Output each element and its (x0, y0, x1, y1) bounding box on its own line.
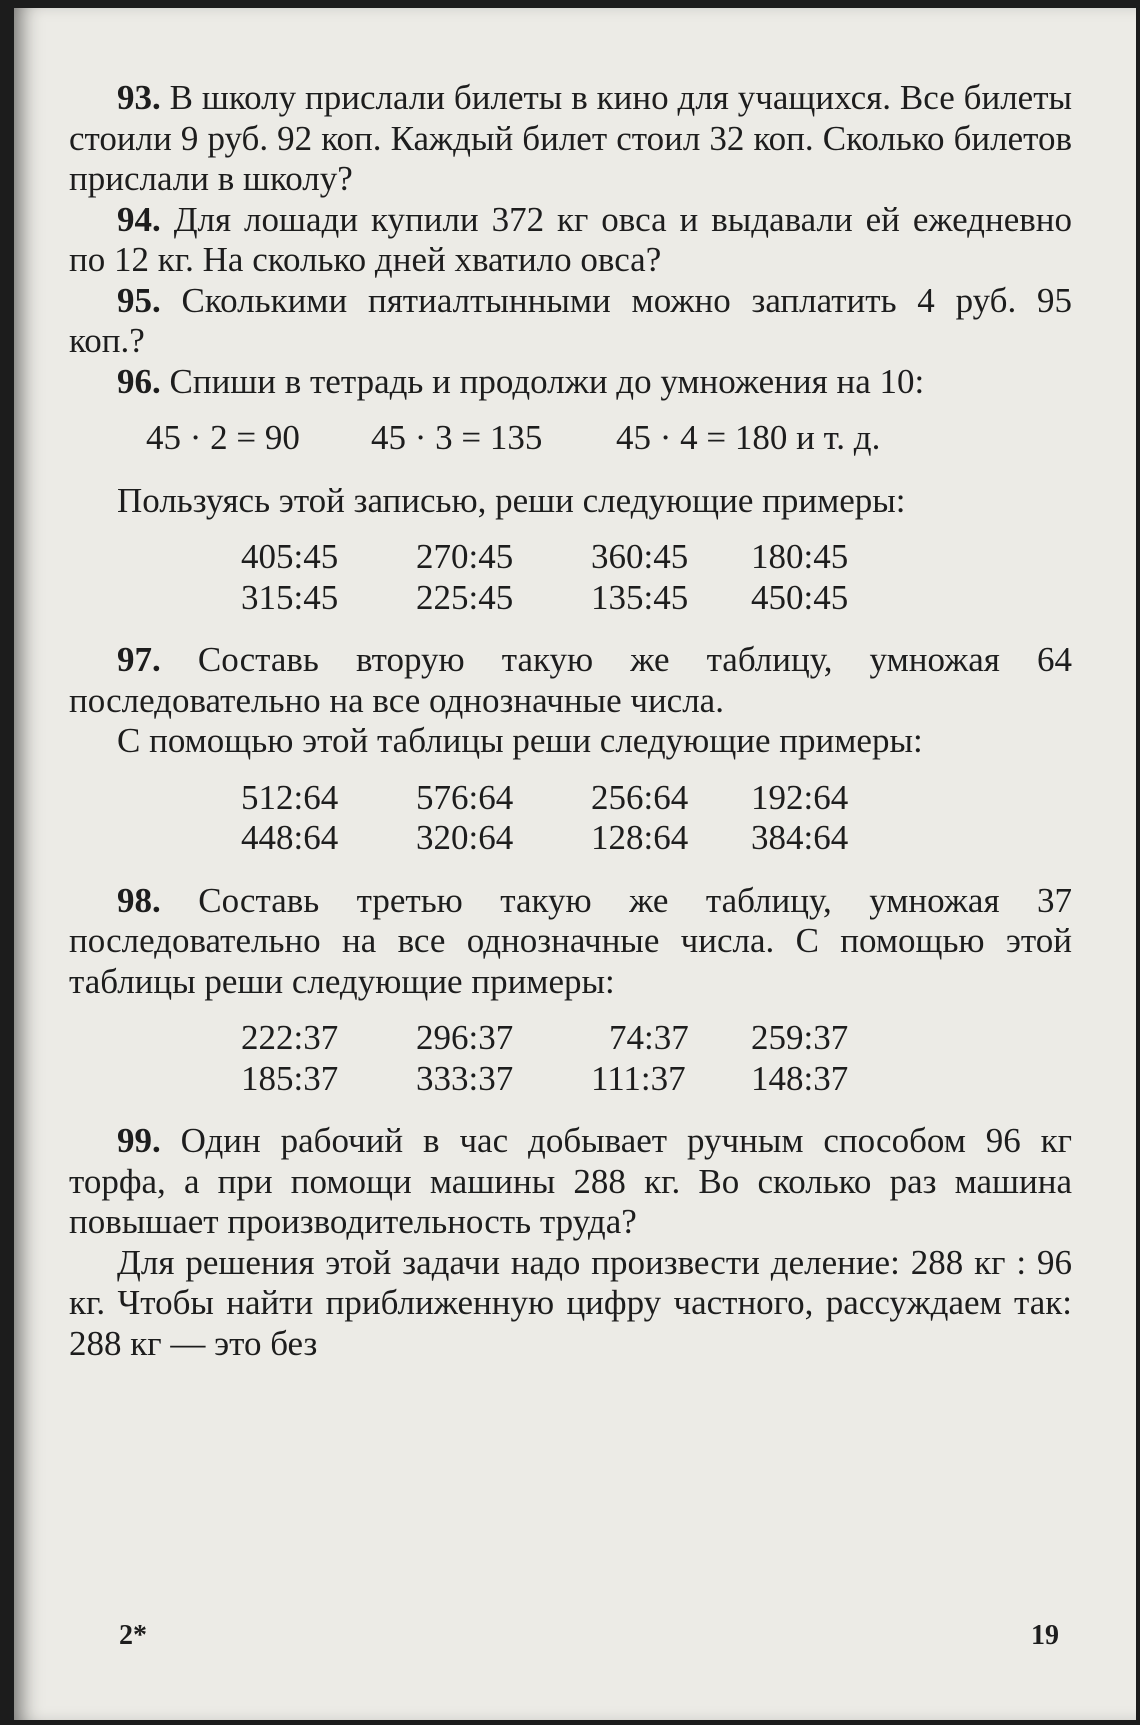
example: 296:37 (416, 1018, 514, 1057)
problem-number: 93. (117, 78, 161, 117)
grid-row (241, 578, 1072, 619)
problem-number: 94. (117, 199, 161, 239)
book-page (14, 8, 1136, 1720)
problem-93 (69, 78, 1072, 200)
problem-94 (69, 200, 1072, 281)
problem-99 (69, 1121, 1072, 1243)
problem-number: 97. (117, 640, 161, 679)
problem-text: В школу прислали билеты в кино для учащихся. Все билеты стоили 9 руб. 92 коп. Каждый билет стоил 32 коп. Сколько билетов прислали в школу? (69, 78, 1073, 198)
example: 315:45 (241, 577, 339, 617)
multiplication-line (146, 418, 986, 459)
example: 185:37 (241, 1058, 339, 1098)
page-number: 19 (1031, 1620, 1059, 1651)
grid-row (241, 537, 1072, 578)
example: 111:37 (591, 1058, 686, 1098)
example: 180:45 (751, 537, 849, 576)
grid-row (241, 818, 1072, 859)
example: 270:45 (416, 537, 514, 576)
grid-row (241, 1018, 1072, 1059)
example: 448:64 (241, 818, 339, 857)
problem-text: Составь третью такую же таблицу, умножая 37 последовательно на все однозначные числа. С помощью этой таблицы реши следующие примеры: (69, 880, 1073, 1001)
signature-mark: 2* (119, 1620, 147, 1651)
problem-97 (69, 640, 1072, 721)
example: 320:64 (416, 818, 514, 857)
problem-text: Для лошади купили 372 кг овса и выдавали ей ежедневно по 12 кг. На сколько дней хватило овса? (69, 199, 1072, 279)
problem-text: Один рабочий в час добывает ручным способом 96 кг торфа, а при помощи машины 288 кг. Во сколько раз машина повышает производительность труда? (69, 1121, 1073, 1241)
page-footer (119, 1620, 1059, 1652)
solution-99: Для решения этой задачи надо произвести деление: 288 кг : 96 кг. Чтобы найти приближенную цифру частного, рассуждаем так: 288 кг — это без (69, 1242, 1072, 1363)
examples-grid-98 (241, 1018, 1072, 1099)
grid-row (241, 1059, 1072, 1100)
example: 74:37 (609, 1018, 689, 1057)
instruction-96: Пользуясь этой записью, реши следующие примеры: (117, 480, 906, 520)
example: 512:64 (241, 777, 339, 817)
problem-text: Спиши в тетрадь и продолжи до умножения на 10: (169, 361, 925, 401)
problem-text: Сколькими пятиалтынными можно заплатить 4 руб. 95 коп.? (69, 280, 1072, 360)
example: 259:37 (751, 1018, 849, 1057)
problem-number: 98. (117, 880, 161, 920)
example: 405:45 (241, 537, 339, 576)
example: 192:64 (751, 777, 849, 817)
example: 148:37 (751, 1058, 849, 1098)
instruction-97: С помощью этой таблицы реши следующие примеры: (117, 721, 923, 760)
example: 360:45 (591, 537, 689, 576)
example: 135:45 (591, 577, 689, 617)
problem-number: 95. (117, 280, 161, 320)
example: 333:37 (416, 1058, 514, 1098)
problem-98 (69, 881, 1072, 1003)
example: 384:64 (751, 818, 849, 857)
example: 128:64 (591, 818, 689, 857)
examples-grid-96 (241, 537, 1072, 618)
problem-number: 99. (117, 1121, 161, 1160)
example: 256:64 (591, 777, 689, 817)
example: 225:45 (416, 577, 514, 617)
equation: 45 · 2 = 90 (146, 418, 300, 457)
problem-95 (69, 281, 1072, 362)
equation: 45 · 4 = 180 и т. д. (616, 418, 881, 457)
example: 222:37 (241, 1018, 339, 1057)
equation: 45 · 3 = 135 (371, 418, 543, 457)
examples-grid-97 (241, 778, 1072, 859)
problem-text: Составь вторую такую же таблицу, умножая 64 последовательно на все однозначные числа. (69, 640, 1073, 720)
problem-number: 96. (117, 361, 161, 401)
problem-96 (69, 362, 1072, 403)
page-content (69, 78, 1072, 1364)
grid-row (241, 778, 1072, 819)
example: 450:45 (751, 577, 849, 617)
example: 576:64 (416, 777, 514, 817)
